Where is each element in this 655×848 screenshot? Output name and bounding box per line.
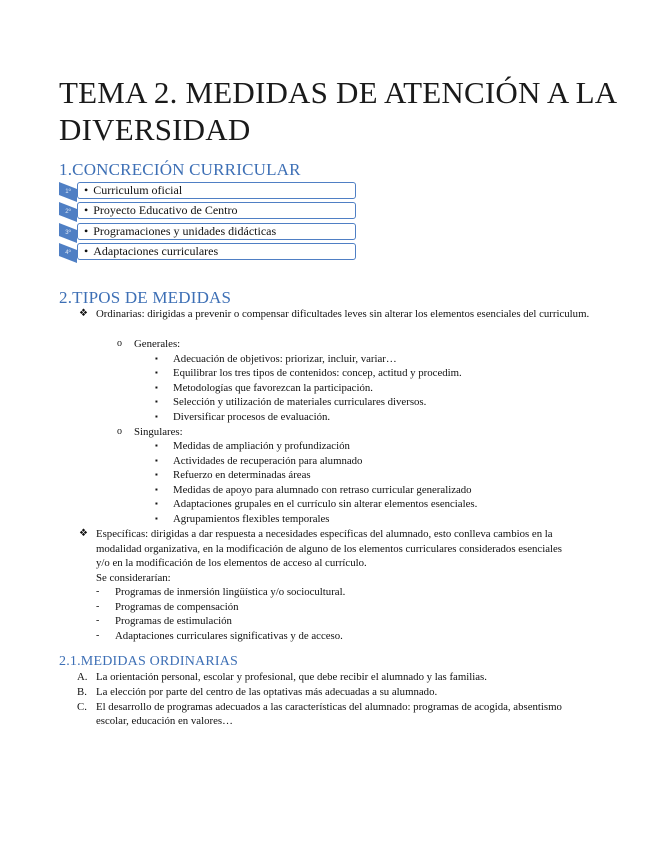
smartart-item-label: Proyecto Educativo de Centro [93,203,238,217]
label-singulares: Singulares: [134,426,183,438]
section-heading-concrecion: 1.CONCRECIÓN CURRICULAR [59,160,301,179]
square-bullet-icon: ▪ [155,441,158,450]
step-number: 3º [65,230,71,236]
list-item: Diversificar procesos de evaluación. [173,411,331,423]
list-item: Programas de compensación [115,601,239,613]
square-bullet-icon: ▪ [155,354,158,363]
list-item-continuation: escolar, educación en valores… [96,715,233,727]
diamond-bullet-icon: ❖ [79,308,88,319]
dash-bullet-icon: - [96,630,100,641]
smartart-item [77,202,356,219]
dash-bullet-icon: - [96,586,100,597]
smartart-item-label: Adaptaciones curriculares [93,244,219,258]
step-number: 4º [65,250,71,256]
list-item: La orientación personal, escolar y profesional, que debe recibir el alumnado y las familias. [96,671,487,683]
list-item: La elección por parte del centro de las optativas más adecuadas a su alumnado. [96,686,438,698]
bullet-icon: • [84,244,89,258]
list-letter: B. [77,686,87,698]
square-bullet-icon: ▪ [155,368,158,377]
square-bullet-icon: ▪ [155,456,158,465]
section-heading-medidas-ordinarias: 2.1.MEDIDAS ORDINARIAS [59,654,239,669]
list-item: Medidas de ampliación y profundización [173,440,350,452]
square-bullet-icon: ▪ [155,412,158,421]
step-number: 2º [65,209,71,215]
list-item: Medidas de apoyo para alumnado con retraso curricular generalizado [173,484,472,496]
list-item: Equilibrar los tres tipos de contenidos: concep, actitud y procedim. [173,367,462,379]
bullet-icon: • [84,224,89,238]
list-item: Agrupamientos flexibles temporales [173,513,330,525]
bullet-icon: • [84,183,89,197]
smartart-list [59,182,299,264]
dash-bullet-icon: - [96,615,100,626]
square-bullet-icon: ▪ [155,397,158,406]
smartart-item [77,223,356,240]
se-consideraran-label: Se considerarían: [96,572,171,584]
list-item: Programas de inmersión lingüística y/o sociocultural. [115,586,346,598]
diamond-bullet-icon: ❖ [79,528,88,539]
smartart-item [77,243,356,260]
smartart-item-label: Curriculum oficial [93,183,183,197]
smartart-item [77,182,356,199]
list-item: Adecuación de objetivos: priorizar, incluir, variar… [173,353,397,365]
list-letter: A. [77,671,88,683]
square-bullet-icon: ▪ [155,470,158,479]
list-letter: C. [77,701,87,713]
list-item: Actividades de recuperación para alumnado [173,455,363,467]
dash-bullet-icon: - [96,601,100,612]
list-item: Adaptaciones curriculares significativas y de acceso. [115,630,343,642]
circle-bullet-icon: o [117,426,122,437]
list-item: Adaptaciones grupales en el currículo sin alterar elementos esenciales. [173,498,478,510]
square-bullet-icon: ▪ [155,383,158,392]
paragraph-especificas-line: y/o en la modificación de los elementos de acceso al currículo. [96,557,367,569]
bullet-icon: • [84,203,89,217]
square-bullet-icon: ▪ [155,485,158,494]
paragraph-especificas-line: Específicas: dirigidas a dar respuesta a necesidades específicas del alumnado, esto conlleva cambios en la [96,528,553,540]
list-item: Selección y utilización de materiales curriculares diversos. [173,396,427,408]
label-generales: Generales: [134,338,181,350]
paragraph-especificas-line: modalidad organizativa, en la modificación de alguno de los elementos curriculares considerados esenciales [96,543,562,555]
square-bullet-icon: ▪ [155,514,158,523]
page-title: TEMA 2. MEDIDAS DE ATENCIÓN A LA DIVERSIDAD [59,75,616,147]
list-item: Programas de estimulación [115,615,232,627]
circle-bullet-icon: o [117,338,122,349]
paragraph-ordinarias: Ordinarias: dirigidas a prevenir o compensar dificultades leves sin alterar los elementos esenciales del curriculum. [96,308,590,320]
step-number: 1º [65,189,71,195]
square-bullet-icon: ▪ [155,499,158,508]
list-item: Refuerzo en determinadas áreas [173,469,311,481]
list-item: Metodologías que favorezcan la participación. [173,382,373,394]
smartart-item-label: Programaciones y unidades didácticas [93,224,277,238]
section-heading-tipos: 2.TIPOS DE MEDIDAS [59,288,232,307]
list-item: El desarrollo de programas adecuados a las características del alumnado: programas de acogida, absentismo [96,701,562,713]
